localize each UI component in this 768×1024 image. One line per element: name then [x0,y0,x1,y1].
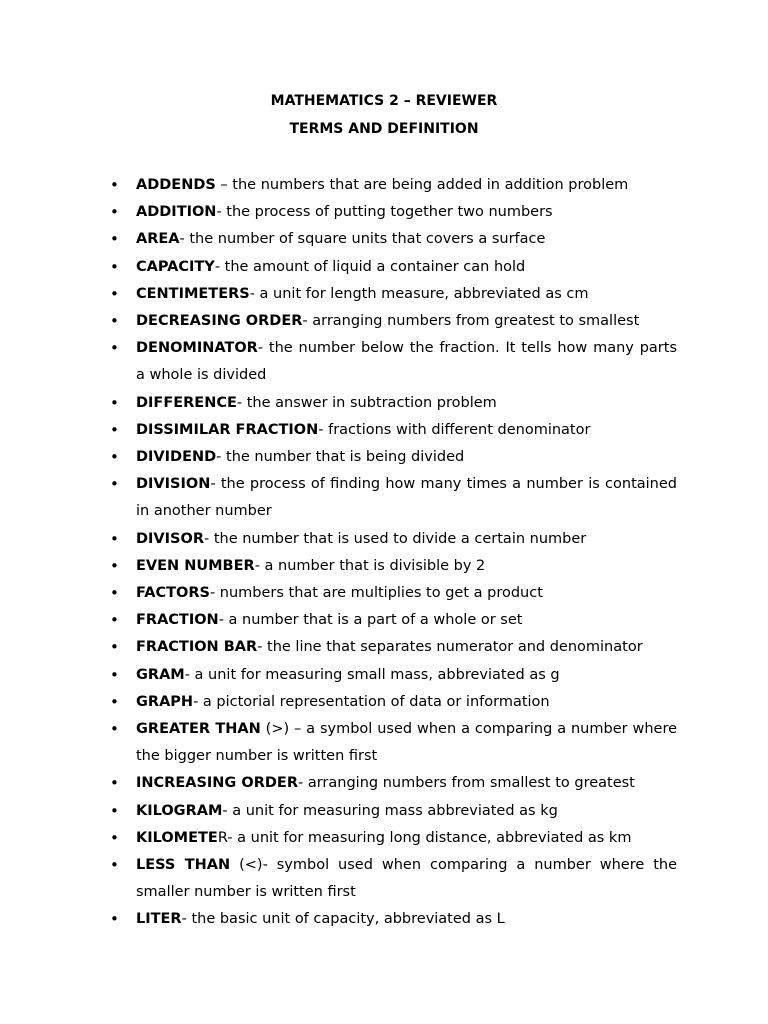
bullet-icon: • [110,910,119,929]
term-name: DECREASING ORDER [136,313,303,330]
term-definition: - arranging numbers from greatest to smallest [302,313,640,330]
bullet-icon: • [110,420,119,439]
term-item [110,770,677,797]
term-item [110,662,677,689]
term-item [110,281,677,308]
term-item [110,199,677,226]
term-name: CENTIMETERS [136,285,250,302]
term-definition: - a unit for length measure, abbreviated as cm [249,285,589,302]
term-item [110,444,677,471]
term-name: DISSIMILAR FRACTION [136,421,319,438]
bullet-icon: • [110,230,119,249]
term-definition: - a number that is a part of a whole or set [218,612,523,629]
term-item [110,689,677,716]
term-name: KILOGRAM [136,802,223,819]
term-definition: - the process of finding how many times a number is contained in another number [136,476,677,520]
bullet-icon: • [110,339,119,358]
term-name: GRAM [136,666,185,683]
term-name: GREATER THAN [136,721,261,738]
term-definition: - the number of square units that covers a surface [179,231,546,248]
bullet-icon: • [110,556,119,575]
term-name: DIVISION [136,476,211,493]
term-definition: - the number that is used to divide a certain number [203,530,587,547]
bullet-icon: • [110,692,119,711]
bullet-icon: • [110,828,119,847]
term-name: EVEN NUMBER [136,557,255,574]
term-definition: (>) – a symbol used when a comparing a number where the bigger number is written first [136,721,678,765]
bullet-icon: • [110,257,119,276]
term-definition: - a unit for measuring small mass, abbreviated as g [184,666,560,683]
term-name: KILOMETE [136,829,218,846]
bullet-icon: • [110,801,119,820]
term-name: LESS THAN [136,857,231,874]
term-name: DENOMINATOR [136,340,258,357]
term-definition: - a unit for measuring mass abbreviated as kg [222,802,558,819]
term-item [110,852,677,906]
term-item [110,825,677,852]
term-name: DIVIDEND [136,449,217,466]
term-item [110,226,677,253]
term-name: CAPACITY [136,258,215,275]
term-definition: - the number that is being divided [216,449,465,466]
term-item [110,716,677,770]
term-definition: - a pictorial representation of data or information [193,693,550,710]
term-definition: - the amount of liquid a container can hold [214,258,526,275]
term-item [110,254,677,281]
term-item [110,390,677,417]
term-definition: - the answer in subtraction problem [236,394,497,411]
term-name: ADDENDS [136,177,216,193]
bullet-icon: • [110,475,119,494]
term-definition: – the numbers that are being added in addition problem [215,177,629,193]
term-name: GRAPH [136,693,194,710]
term-name: AREA [136,231,180,248]
document-subtitle: TERMS AND DEFINITION [289,121,479,137]
bullet-icon: • [110,312,119,331]
bullet-icon: • [110,638,119,657]
bullet-icon: • [110,393,119,412]
term-item [110,906,677,933]
term-definition: - the basic unit of capacity, abbreviated as L [181,911,505,928]
bullet-icon: • [110,584,119,603]
bullet-icon: • [110,665,119,684]
bullet-icon: • [110,611,119,630]
term-name: INCREASING ORDER [136,775,298,792]
document-title: MATHEMATICS 2 – REVIEWER [270,93,498,109]
bullet-icon: • [110,856,119,875]
term-item [110,417,677,444]
term-definition: - the process of putting together two numbers [216,204,553,221]
term-definition: - fractions with different denominator [318,421,591,438]
terms-list [110,172,677,934]
term-definition: R- a unit for measuring long distance, abbreviated as km [217,829,632,846]
term-item [110,798,677,825]
term-definition: - arranging numbers from smallest to greatest [298,775,635,792]
term-name: LITER [136,911,182,928]
term-name: FRACTION BAR [136,639,258,656]
bullet-icon: • [110,529,119,548]
bullet-icon: • [110,720,119,739]
term-name: ADDITION [136,204,217,221]
term-item [110,172,677,199]
term-item [110,308,677,335]
term-definition: - a number that is divisible by 2 [254,557,486,574]
bullet-icon: • [110,284,119,303]
term-item [110,553,677,580]
term-item [110,634,677,661]
term-definition: - the line that separates numerator and denominator [257,639,643,656]
term-item [110,607,677,634]
term-definition: - numbers that are multiplies to get a product [209,585,543,602]
bullet-icon: • [110,448,119,467]
term-definition: - the number below the fraction. It tells how many parts a whole is divided [136,340,677,384]
bullet-icon: • [110,203,119,222]
term-item [110,335,677,389]
bullet-icon: • [110,774,119,793]
term-name: DIVISOR [136,530,204,547]
term-name: DIFFERENCE [136,394,237,411]
term-item [110,526,677,553]
term-item [110,580,677,607]
term-name: FRACTION [136,612,219,629]
term-item [110,471,677,525]
term-definition: (<)- symbol used when comparing a number where the smaller number is written first [136,857,677,901]
term-name: FACTORS [136,585,210,602]
bullet-icon: • [110,176,119,194]
